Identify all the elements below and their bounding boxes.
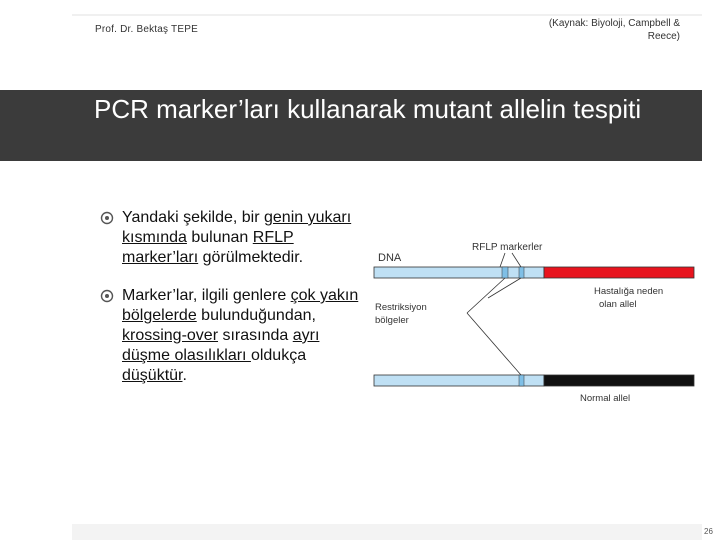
bullet-list [100, 208, 360, 404]
restriction-pointer-line [467, 278, 505, 313]
text-run: . [182, 367, 187, 384]
rflp-pointer-line [512, 253, 521, 267]
source-citation: (Kaynak: Biyoloji, Campbell & Reece) [548, 18, 680, 42]
bullet-target-icon [100, 211, 114, 225]
text-run: oldukça [250, 347, 307, 364]
underlined-phrase: RFLP marker’ları [122, 229, 294, 266]
underlined-phrase: krossing-over [122, 327, 219, 344]
page-number: 26 [704, 527, 713, 536]
text-run: görülmektedir. [198, 249, 304, 266]
dna-strand-normal [374, 375, 544, 386]
disease-label-line1: Hastalığa neden [594, 286, 664, 297]
normal-allele-bar [544, 375, 694, 386]
underlined-phrase: çok yakın bölgelerde [122, 287, 359, 324]
author-text: Prof. Dr. Bektaş TEPE [95, 24, 198, 35]
normal-label: Normal allel [580, 393, 631, 404]
text-run: sırasında [218, 327, 293, 344]
text-run: bulunan [186, 229, 253, 246]
text-run: bulunduğundan, [196, 307, 316, 324]
text-run: Marker’lar, ilgili genlere [122, 287, 291, 304]
rflp-marker-label: RFLP markerler [472, 242, 543, 253]
restriction-label-line2: bölgeler [375, 315, 409, 326]
rflp-figure [372, 235, 702, 425]
underlined-phrase: genin yukarı kısmında [122, 209, 352, 246]
bullet-item [100, 286, 360, 386]
restriction-pointer-line [488, 278, 521, 298]
underlined-phrase: ayrı düşme olasılıkları [122, 327, 320, 364]
marker-band [502, 267, 508, 278]
bullet-item [100, 208, 360, 268]
restriction-label-line1: Restriksiyon [375, 302, 427, 313]
bullet-target-icon [100, 289, 114, 303]
marker-band [519, 267, 524, 278]
disease-label-line2: olan allel [599, 299, 637, 310]
rflp-pointer-line [500, 253, 505, 267]
bullet-text [122, 287, 358, 384]
dna-label: DNA [378, 252, 402, 264]
footer-bar [72, 524, 702, 540]
underlined-phrase: düşüktür [122, 367, 183, 384]
header-rule [72, 14, 702, 16]
marker-band [519, 375, 524, 386]
restriction-pointer-line [467, 313, 521, 375]
disease-allele-bar [544, 267, 694, 278]
dna-strand-disease [374, 267, 544, 278]
bullet-text [122, 209, 351, 266]
slide-title: PCR marker’ları kullanarak mutant allelin tespiti [94, 94, 642, 124]
text-run: Yandaki şekilde, bir [122, 209, 264, 226]
rflp-diagram [372, 235, 702, 425]
